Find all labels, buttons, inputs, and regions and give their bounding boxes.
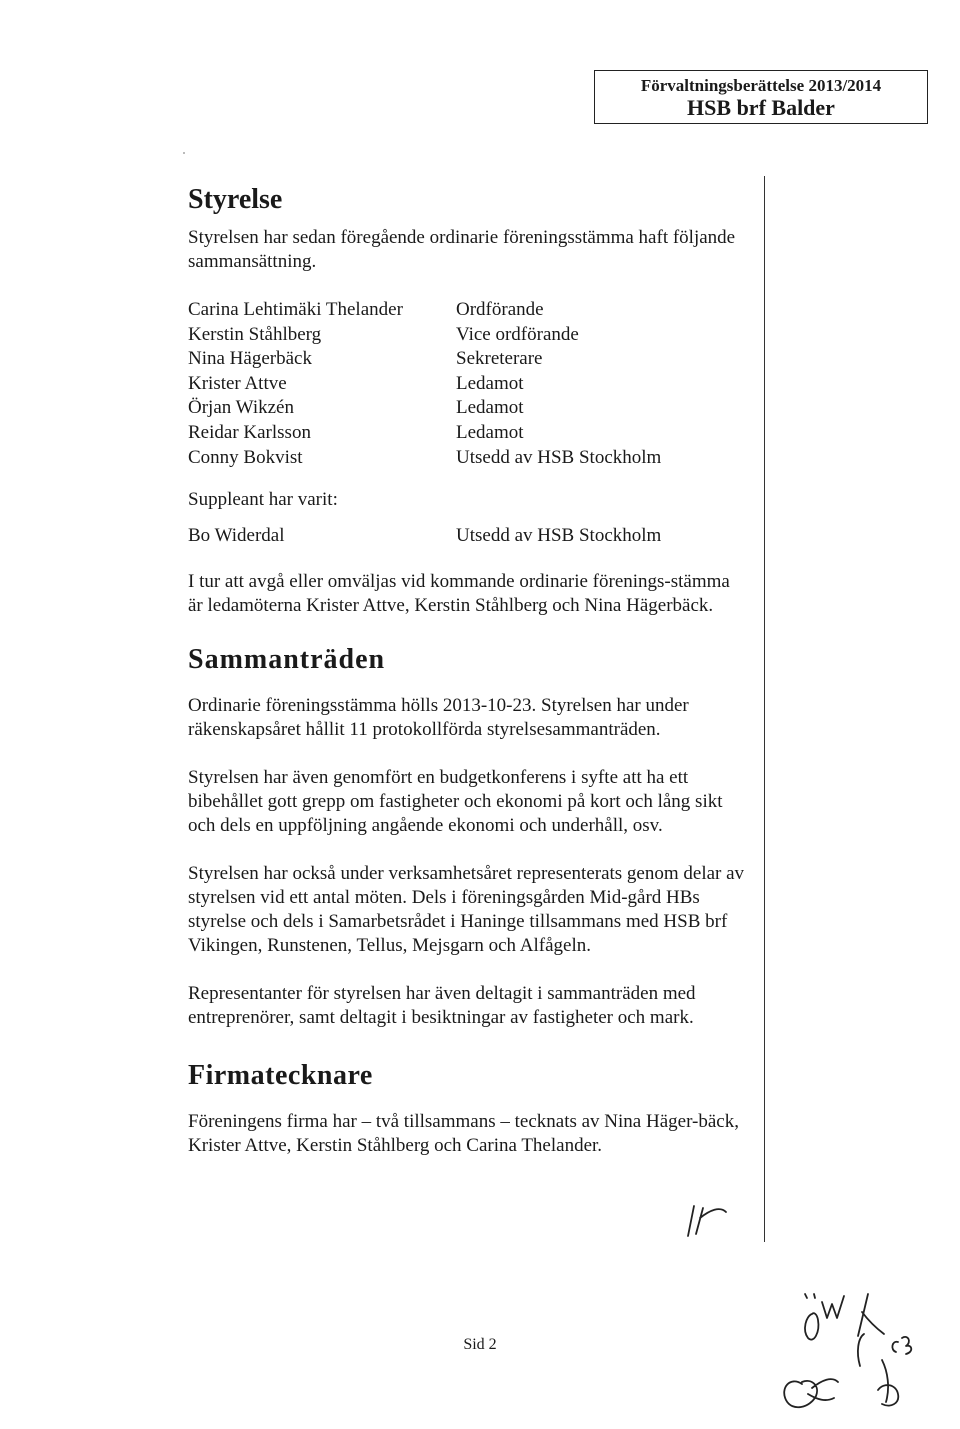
page-number: Sid 2	[463, 1336, 497, 1353]
document-header	[594, 70, 928, 124]
meetings-paragraph-3: Styrelsen har också under verksamhetsåret representerats genom delar av styrelsen vid ett antal möten. Dels i föreningsgården Mid-gård HBs styrelse och dels i Samarbetsrådet i Haninge tillsammans med HSB brf Vikingen, Runstenen, Tellus, Mejsgarn och Alfågeln.	[188, 863, 745, 957]
heading-firmatecknare: Firmatecknare	[188, 1060, 373, 1092]
handwritten-initials-inline	[676, 1196, 736, 1246]
member-row	[188, 298, 748, 323]
report-title: Förvaltningsberättelse 2013/2014	[640, 76, 882, 95]
member-role: Utsedd av HSB Stockholm	[456, 446, 662, 468]
handwritten-signatures	[772, 1272, 952, 1422]
margin-rule	[764, 176, 765, 1242]
heading-sammantraden: Sammanträden	[188, 644, 386, 676]
suppleant-row	[188, 524, 748, 548]
member-row	[188, 446, 748, 471]
scan-speck	[183, 152, 185, 154]
member-role: Ordförande	[456, 299, 544, 320]
suppleant-name: Bo Widerdal	[188, 525, 285, 547]
member-name: Örjan Wikzén	[188, 397, 294, 419]
member-name: Conny Bokvist	[188, 446, 303, 468]
suppleant-label: Suppleant har varit:	[188, 489, 338, 511]
member-role: Ledamot	[456, 421, 524, 443]
meetings-paragraph-2: Styrelsen har även genomfört en budgetkonferens i syfte att ha ett bibehållet gott grepp om fastigheter och ekonomi på kort och lång sikt och dels en uppföljning angående ekonomi och underhåll, osv.	[188, 767, 723, 837]
meetings-paragraph-1: Ordinarie föreningsstämma hölls 2013-10-23. Styrelsen har under räkenskapsåret hållit 11 protokollförda styrelsesammanträden.	[188, 695, 689, 741]
member-name: Krister Attve	[188, 372, 287, 394]
member-row	[188, 372, 748, 397]
member-name: Reidar Karlsson	[188, 421, 311, 443]
member-row	[188, 347, 748, 372]
member-role: Ledamot	[456, 397, 524, 419]
rotation-paragraph: I tur att avgå eller omväljas vid kommande ordinarie förenings-stämma är ledamöterna Krister Attve, Kerstin Ståhlberg och Nina Hägerbäck.	[188, 571, 730, 617]
association-name: HSB brf Balder	[687, 95, 835, 120]
signatories-paragraph: Föreningens firma har – två tillsammans – tecknats av Nina Häger-bäck, Krister Attve, Kerstin Ståhlberg och Carina Thelander.	[188, 1111, 739, 1157]
member-name: Carina Lehtimäki Thelander	[188, 299, 403, 320]
page-body	[188, 180, 748, 1158]
member-row	[188, 323, 748, 348]
member-row	[188, 396, 748, 421]
styrelse-intro: Styrelsen har sedan föregående ordinarie föreningsstämma haft följande sammansättning.	[188, 227, 736, 272]
heading-styrelse: Styrelse	[188, 184, 283, 215]
member-role: Ledamot	[456, 372, 524, 394]
member-role: Sekreterare	[456, 348, 543, 370]
suppleant-role: Utsedd av HSB Stockholm	[456, 525, 662, 547]
member-name: Kerstin Ståhlberg	[188, 323, 322, 345]
board-members-list	[188, 298, 748, 470]
member-role: Vice ordförande	[456, 323, 579, 345]
member-name: Nina Hägerbäck	[188, 348, 312, 370]
member-row	[188, 421, 748, 446]
meetings-paragraph-4: Representanter för styrelsen har även deltagit i sammanträden med entreprenörer, samt deltagit i besiktningar av fastigheter och mark.	[188, 983, 696, 1029]
